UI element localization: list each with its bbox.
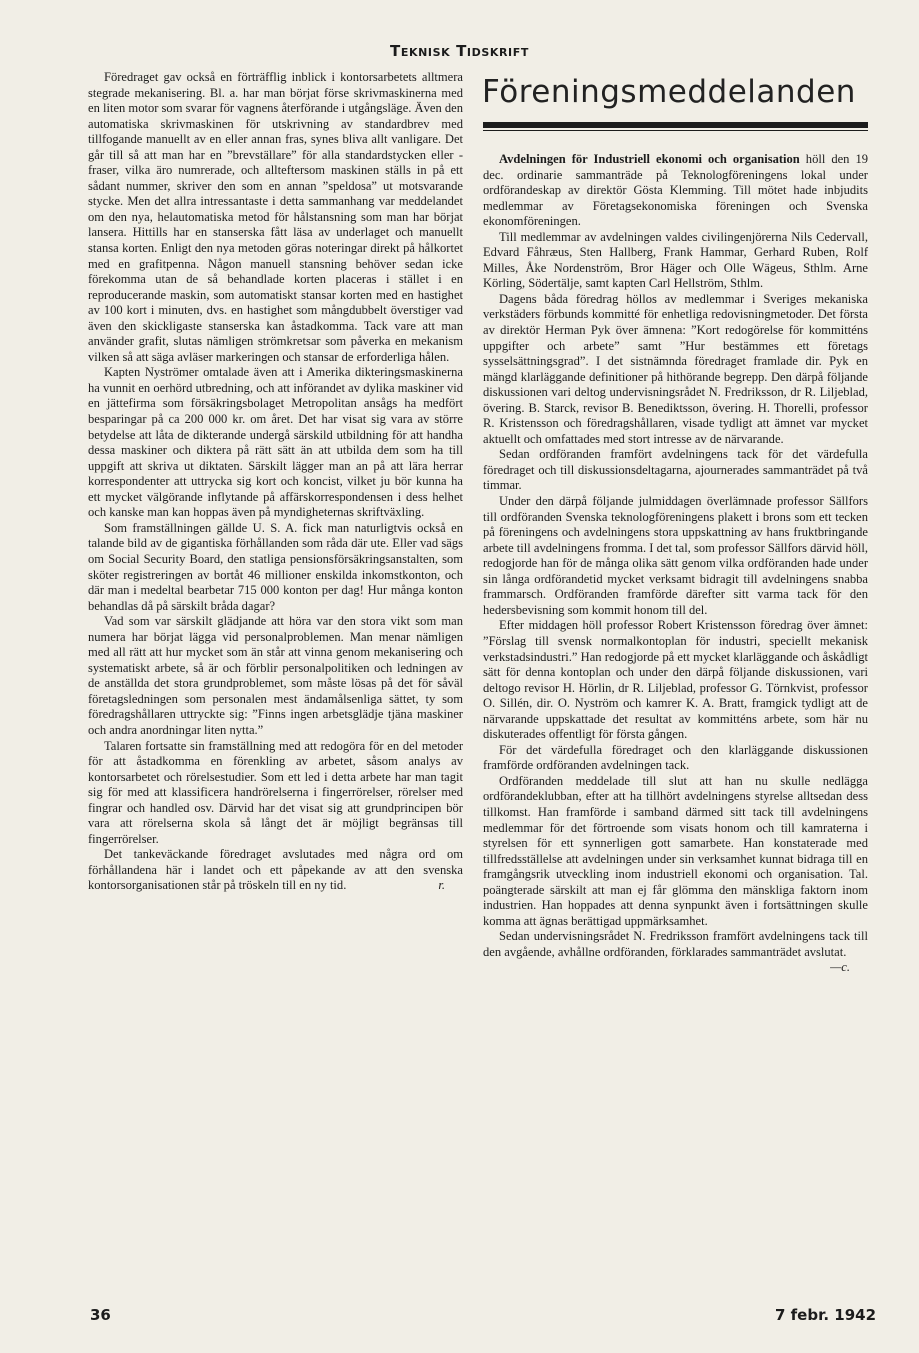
paragraph-text: Sedan undervisningsrådet N. Fredriksson framfört avdelningens tack till den avgående, avhållne ordföranden, förklarades sammanträdet avslutat. — [483, 929, 868, 959]
paragraph-text: Det tankeväckande föredraget avslutades med några ord om förhållandena här i landet och ett påpekande av att den svenska kontorsorganisationen står på tröskeln till en ny tid. — [88, 847, 463, 893]
closing-paragraph — [483, 929, 868, 975]
paragraph: Föredraget gav också en förträfflig inblick i kontorsarbetets alltmera stegrade mekanisering. Bl. a. har man börjat förse skrivmaskinerna med en liten motor som svarar för vagnens återförande i utgångsläge. Även den automatiska skrivmaskinen för utskrivning av standardbrev med tillfogande manuellt av en eller annan fras, synes bliva allt vanligare. Det går till så att man har en ”brevställare” för alla standardstycken eller -fraser, vilka äro numrerade, och allteftersom maskinen ställs in på ett sådant nummer, skriver den som en annan ”speldosa” ut motsvarande stycke. Men det allra intressantaste i detta sammanhang var meddelandet om den nya, helautomatiska metod för hålstansning som man har börjat lansera. Hittills har en stanserska fått läsa av underlaget och manuellt stansa korten. Enligt den nya metoden göras noteringar direkt på hålkortet med en grafitpenna. Någon manuell stansning behöver sedan icke förekomma utan de så behandlade korten placeras i stället i en reproducerande maskin, som automatiskt stansar korten med en hastighet av 100 kort i minuten, dvs. en hastighet som mångdubbelt överstiger vad även den skickligaste stanserska kan åstadkomma. Tack vare att man använder grafit, slutas nämligen strömkretsar som påverka en mekanism vilken så att säga avläser markeringen och stansar de erforderliga hålen. — [88, 70, 463, 364]
closing-paragraph — [88, 847, 463, 894]
paragraph: Talaren fortsatte sin framställning med att redogöra för en del metoder för att åstadkomma en förenkling av arbetet, såsom analys av kontorsarbetet och rörelsestudier. Som ett led i detta arbete har man tagit sig för med att klassificera handrörelserna i fingerrörelser, rörelser med fingrar och handled osv. Därvid har det visat sig att grundprincipen bör vara att rörelserna skola så långt det är möjligt begränsas till fingerrörelser. — [88, 738, 463, 846]
paragraph: Till medlemmar av avdelningen valdes civilingenjörerna Nils Cedervall, Edvard Fåhræus, Sten Hallberg, Frank Hammar, Gerhard Ruben, Rolf Milles, Åke Nordenström, Bror Häger och Olle Wägeus, Sthlm. Arne Körling, Södertälje, samt kapten Carl Hellström, Sthlm. — [483, 229, 868, 291]
journal-header: Teknisk Tidskrift — [390, 42, 529, 60]
paragraph: Ordföranden meddelade till slut att han nu skulle nedlägga ordförandeklubban, efter att ha tillhört avdelningens styrelse alltsedan dess tillkomst. Han framförde i samband därmed sitt tack till avdelningens medlemmar för det förtroende som visats honom och till kamraterna i styrelsen för ett synnerligen gott samarbete. Han konstaterade med tillfredsställelse att avdelningen under sin verksamhet kunnat bidraga till en framgångsrik utveckling inom industriell ekonomi och organisation. Tal. poängterade särskilt att man ej får glömma den mänskliga faktorn inom industrien. Han hoppades att denna synpunkt även i fortsättningen skulle komma att ägnas berättigad uppmärksamhet. — [483, 773, 868, 928]
title-rule — [483, 122, 868, 128]
page-number: 36 — [90, 1306, 111, 1324]
paragraph: Som framställningen gällde U. S. A. fick man naturligtvis också en talande bild av de gigantiska förhållanden som råda där ute. Eller vad sägs om Social Security Board, den statliga pensionsförsäkringsanstalten, som sköter registreringen av bortåt 46 millioner enskilda inkomstkonton, och där man i medeltal bearbetar 715 000 konton per dag! Hur många konton behandlas då på särskilt bråda dagar? — [88, 520, 463, 613]
title-rule-thin — [483, 130, 868, 131]
paragraph: Kapten Nyströmer omtalade även att i Amerika dikteringsmaskinerna ha vunnit en oerhörd utbredning, och att införandet av dylika maskiner vid en jättefirma som försäkringsbolaget Metropolitan ansågs ha medfört besparingar på ca 200 000 kr. om året. Det har visat sig vara av större betydelse att låta de dikterande undergå särskild utbildning för att handha dessa maskiner och diktera på rätt sätt än att utbilda dem som ha till uppgift att skriva ut diktaten. Särskilt lägger man an på att lära herrar korrespondenter att uttrycka sig kort och koncist, vilket ju bör kunna ha ett mycket välgörande inflytande på affärskorrespondensen i dess helhet och kanske man kan hoppas även på myndigheternas skriftväxling. — [88, 365, 463, 520]
section-title: Föreningsmeddelanden — [482, 74, 856, 110]
paragraph: Under den därpå följande julmiddagen överlämnade professor Sällfors till ordföranden Svenska teknologföreningens plakett i brons som ett tecken på föreningens och avdelningens stora uppskattning av hans fruktbringande arbete till avdelningens fromma. I det tal, som professor Sällfors därvid höll, redogjorde han för de många olika sätt genom vilka ordföranden hade under sin långa ordförandetid mycket verksamt bidragit till avdelningens snabba frammarsch. Ordföranden framförde därefter sitt varma tack för den hedersbevisning som kommit honom till del. — [483, 494, 868, 617]
paragraph: För det värdefulla föredraget och den klarläggande diskussionen framförde ordföranden avdelningen tack. — [483, 742, 868, 773]
paragraph: Dagens båda föredrag höllos av medlemmar i Sveriges mekaniska verkstäders förbunds kommitté för enhetliga redovisningmetoder. Det första av direktör Herman Pyk över ämnena: ”Kort redogörelse för kommitténs uppgifter och arbete” samt ”Hur bestämmes ett företags sysselsättningsgrad”. I det sistnämnda föredraget framlade dir. Pyk en mängd klarläggande definitioner på hithörande begrepp. Den därpå följande diskussionen vari deltog undervisningsrådet N. Fredriksson, dr R. Liljeblad, övering. B. Starck, revisor B. Benediktsson, övering. H. Thorelli, professor R. Kristensson och föredragshållaren, visade tydligt att ämnet var mycket aktuellt och omfattades med stort intresse av de närvarande. — [483, 291, 868, 446]
paragraph — [483, 152, 868, 230]
issue-date: 7 febr. 1942 — [775, 1306, 877, 1324]
author-signature: —c. — [830, 960, 850, 975]
paragraph: Efter middagen höll professor Robert Kristensson föredrag över ämnet: ”Förslag till svensk normalkontoplan för industri, speciellt mekanisk verkstadsindustri.” Han redogjorde på ett mycket klarläggande och åskådligt sätt för denna kontoplan och under den därpå följande diskussionen, vari deltogo revisor H. Hörlin, dr R. Liljeblad, professor G. Törnkvist, professor O. Sillén, dir. O. Nyström och kamrer K. A. Bratt, framgick tydligt att de närvarande uppskattade det resultat av kommitténs arbete, som här nu diskuterades offentligt för första gången. — [483, 618, 868, 742]
lead-text: Avdelningen för Industriell ekonomi och organisation — [499, 152, 800, 166]
paragraph-text: höll den 19 dec. ordinarie sammanträde på Teknologföreningens lokal under ordförandeskap av direktör Gösta Klemming. Till mötet hade inbjudits medlemmar av Företagsekonomiska föreningen och Svenska ekonomföreningen. — [483, 152, 868, 229]
author-signature: r. — [438, 878, 445, 893]
paragraph: Sedan ordföranden framfört avdelningens tack för det värdefulla föredraget och till diskussionsdeltagarna, ajournerades sammanträdet på två timmar. — [483, 447, 868, 493]
paragraph: Vad som var särskilt glädjande att höra var den stora vikt som man numera har börjat lägga vid personalproblemen. Man menar nämligen med all rätt att hur mycket som än står att vinna genom mekanisering och systematiskt arbete, så är och förblir personalpolitiken och ledningen av de anställda det stora grundproblemet, som måste lösas på det för såväl företagsledningen som personalen mest ändamålsenliga sättet, ty som föredragshållaren uttryckte sig: ”Finns ingen arbetsglädje tjäna maskiner och andra anordningar liten nytta.” — [88, 614, 463, 737]
right-column — [483, 152, 868, 976]
left-column — [88, 70, 463, 894]
